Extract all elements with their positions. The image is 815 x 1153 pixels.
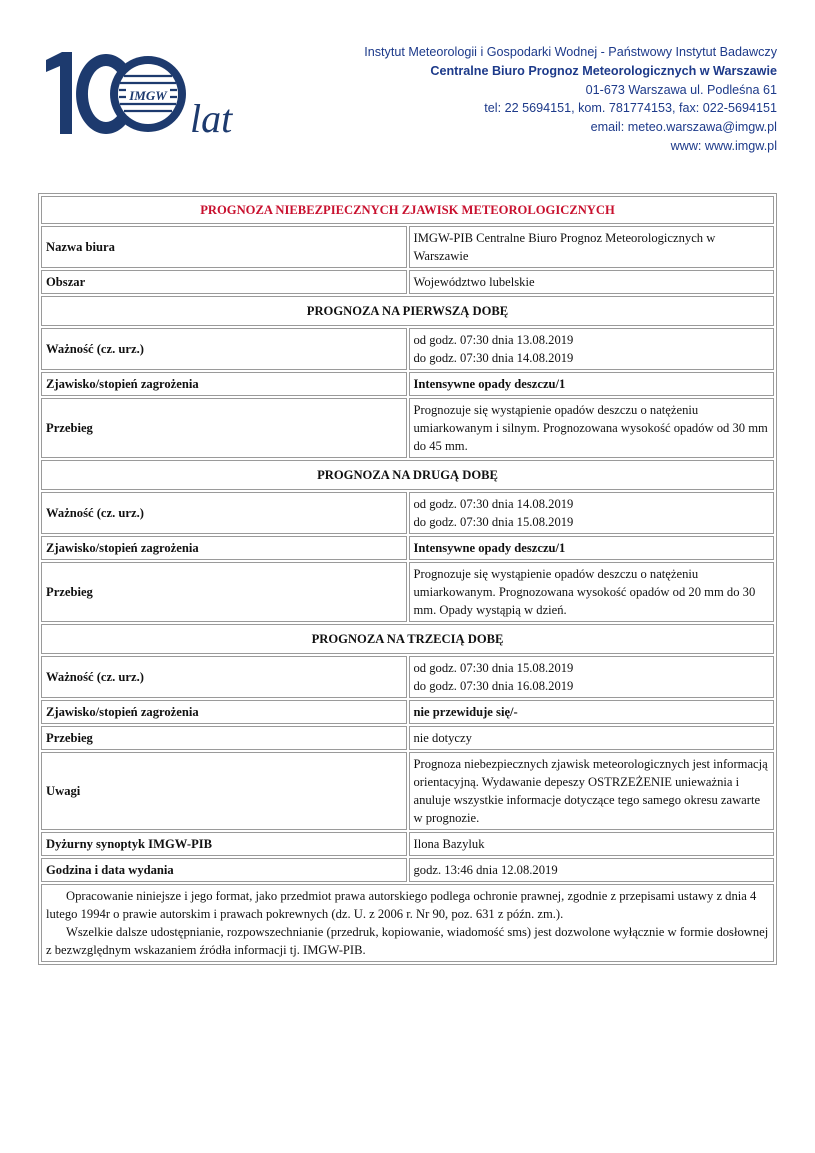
day3-hazard-label: Zjawisko/stopień zagrożenia <box>41 700 407 724</box>
imgw-100-lat-logo <box>40 50 250 140</box>
legal-footer <box>41 884 774 962</box>
logo-digit-one <box>46 52 72 134</box>
day3-validity-to: do godz. 07:30 dnia 16.08.2019 <box>413 679 574 693</box>
day1-hazard-label: Zjawisko/stopień zagrożenia <box>41 372 407 396</box>
issued-value: godz. 13:46 dnia 12.08.2019 <box>409 858 775 882</box>
day2-course-value: Prognozuje się wystąpienie opadów deszczu o natężeniu umiarkowanym. Prognozowana wysokość opadów od 20 mm do 30 mm. Opady wystąpią w dzień. <box>409 562 775 622</box>
day3-validity-from: od godz. 07:30 dnia 15.08.2019 <box>413 661 574 675</box>
forecast-document <box>38 193 777 965</box>
office-value: IMGW-PIB Centralne Biuro Prognoz Meteorologicznych w Warszawie <box>409 226 775 268</box>
document-title: PROGNOZA NIEBEZPIECZNYCH ZJAWISK METEOROLOGICZNYCH <box>41 196 774 224</box>
logo-emblem-text: IMGW <box>129 88 167 103</box>
day1-hazard-row <box>41 372 774 396</box>
day3-validity-label: Ważność (cz. urz.) <box>41 656 407 698</box>
issued-row <box>41 858 774 882</box>
area-value: Województwo lubelskie <box>409 270 775 294</box>
day3-course-label: Przebieg <box>41 726 407 750</box>
day2-validity-to: do godz. 07:30 dnia 15.08.2019 <box>413 515 574 529</box>
area-label: Obszar <box>41 270 407 294</box>
office-label: Nazwa biura <box>41 226 407 268</box>
day1-course-label: Przebieg <box>41 398 407 458</box>
day3-validity-value <box>409 656 775 698</box>
day2-course-label: Przebieg <box>41 562 407 622</box>
institute-name: Instytut Meteorologii i Gospodarki Wodnej - Państwowy Instytut Badawczy <box>364 45 777 59</box>
day3-hazard-row <box>41 700 774 724</box>
day1-validity-value <box>409 328 775 370</box>
forecast-table <box>38 193 777 965</box>
day2-hazard-value: Intensywne opady deszczu/1 <box>409 536 775 560</box>
email[interactable]: email: meteo.warszawa@imgw.pl <box>590 120 777 135</box>
day3-course-row <box>41 726 774 750</box>
day3-hazard-value: nie przewiduje się/- <box>409 700 775 724</box>
day1-heading: PROGNOZA NA PIERWSZĄ DOBĘ <box>41 296 774 326</box>
day2-hazard-row <box>41 536 774 560</box>
phone: tel: 22 5694151, kom. 781774153, fax: 022-5694151 <box>484 101 777 116</box>
distribution-notice: Wszelkie dalsze udostępnianie, rozpowszechnianie (przedruk, kopiowanie, wiadomość sms) jest dozwolone wyłącznie w formie dosłownej z bezwzględnym wskazaniem źródła informacji tj. IMGW-PIB. <box>46 925 769 957</box>
day3-heading: PROGNOZA NA TRZECIĄ DOBĘ <box>41 624 774 654</box>
office-row <box>41 226 774 268</box>
day2-course-row <box>41 562 774 622</box>
day1-validity-row <box>41 328 774 370</box>
address: 01-673 Warszawa ul. Podleśna 61 <box>585 82 777 97</box>
synoptic-label: Dyżurny synoptyk IMGW-PIB <box>41 832 407 856</box>
logo-suffix: lat <box>190 96 233 140</box>
day2-validity-value <box>409 492 775 534</box>
day3-validity-row <box>41 656 774 698</box>
remarks-label: Uwagi <box>41 752 407 830</box>
issued-label: Godzina i data wydania <box>41 858 407 882</box>
remarks-row <box>41 752 774 830</box>
day2-heading: PROGNOZA NA DRUGĄ DOBĘ <box>41 460 774 490</box>
day2-hazard-label: Zjawisko/stopień zagrożenia <box>41 536 407 560</box>
day1-course-value: Prognozuje się wystąpienie opadów deszczu o natężeniu umiarkowanym i silnym. Prognozowana wysokość opadów od 30 mm do 45 mm. <box>409 398 775 458</box>
day2-validity-label: Ważność (cz. urz.) <box>41 492 407 534</box>
day1-validity-label: Ważność (cz. urz.) <box>41 328 407 370</box>
day3-course-value: nie dotyczy <box>409 726 775 750</box>
remarks-value: Prognoza niebezpiecznych zjawisk meteorologicznych jest informacją orientacyjną. Wydawanie depeszy OSTRZEŻENIE unieważnia i anuluje wszystkie informacje dotyczące tego samego okresu zawarte w prognozie. <box>409 752 775 830</box>
bureau-name: Centralne Biuro Prognoz Meteorologicznych w Warszawie <box>430 63 777 78</box>
synoptic-row <box>41 832 774 856</box>
day2-validity-row <box>41 492 774 534</box>
day1-validity-from: od godz. 07:30 dnia 13.08.2019 <box>413 333 574 347</box>
synoptic-value: Ilona Bazyluk <box>409 832 775 856</box>
copyright-notice: Opracowanie niniejsze i jego format, jako przedmiot prawa autorskiego podlega ochronie prawnej, zgodnie z przepisami ustawy z dnia 4 lutego 1994r o prawie autorskim i prawach pokrewnych (dz. U. z 2006 r. Nr 90, poz. 631 z późn. zm.). <box>46 889 757 921</box>
day1-validity-to: do godz. 07:30 dnia 14.08.2019 <box>413 351 574 365</box>
day1-course-row <box>41 398 774 458</box>
day1-hazard-value: Intensywne opady deszczu/1 <box>409 372 775 396</box>
area-row <box>41 270 774 294</box>
day2-validity-from: od godz. 07:30 dnia 14.08.2019 <box>413 497 574 511</box>
website[interactable]: www: www.imgw.pl <box>670 138 777 153</box>
header-contact-block <box>364 43 777 156</box>
